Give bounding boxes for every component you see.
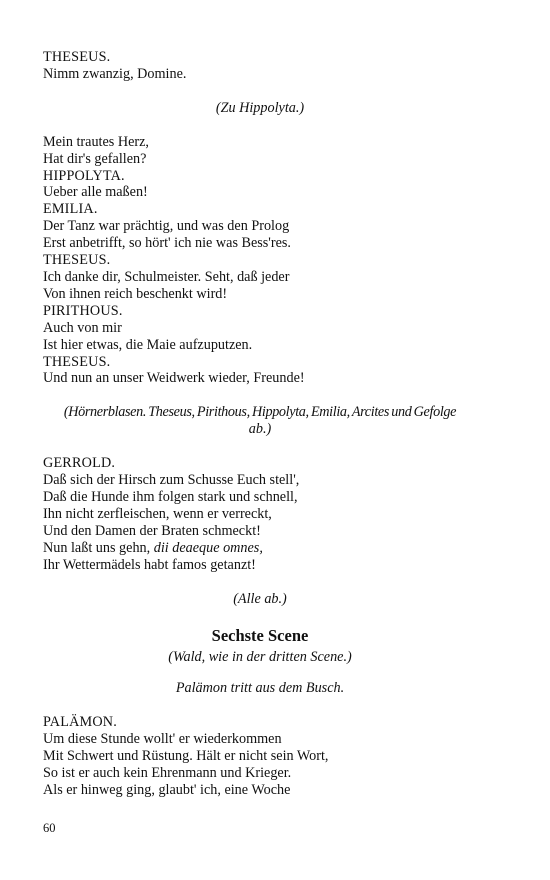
verse-line: Erst anbetrifft, so hört' ich nie was Bess'res. <box>43 235 291 252</box>
verse-line: Und nun an unser Weidwerk wieder, Freunde! <box>43 370 305 387</box>
verse-line: Ist hier etwas, die Maie aufzuputzen. <box>43 336 253 353</box>
stage-direction: (Alle ab.) <box>233 590 287 607</box>
verse-line: Ueber alle maßen! <box>43 184 148 201</box>
stage-direction-continued: ab.) <box>248 421 272 438</box>
verse-line: Nimm zwanzig, Domine. <box>43 65 187 82</box>
verse-line: Daß die Hunde ihm folgen stark und schnell, <box>43 489 298 506</box>
verse-line: Von ihnen reich beschenkt wird! <box>43 285 228 302</box>
latin-phrase: dii deaeque omnes, <box>153 539 263 556</box>
verse-line: Hat dir's gefallen? <box>43 150 147 167</box>
scene-heading: Sechste Scene <box>211 626 309 646</box>
verse-line: Um diese Stunde wollt' er wiederkommen <box>43 731 282 748</box>
scene-setting: (Wald, wie in der dritten Scene.) <box>168 649 352 666</box>
speaker-hippolyta: HIPPOLYTA. <box>43 167 125 184</box>
speaker-theseus: THESEUS. <box>43 353 111 370</box>
verse-line: Als er hinweg ging, glaubt' ich, eine Woche <box>43 781 291 798</box>
stage-direction: (Hörnerblasen. Theseus, Pirithous, Hippolyta, Emilia, Arcites und Gefolge <box>63 404 457 421</box>
page-body <box>43 49 477 799</box>
page-number: 60 <box>43 821 56 835</box>
speaker-emilia: EMILIA. <box>43 201 98 218</box>
speaker-theseus: THESEUS. <box>43 252 111 269</box>
verse-line: Mit Schwert und Rüstung. Hält er nicht sein Wort, <box>43 748 329 765</box>
verse-line: Auch von mir <box>43 319 122 336</box>
verse-line: Ihn nicht zerfleischen, wenn er verreckt, <box>43 505 272 522</box>
verse-line: Mein trautes Herz, <box>43 133 149 150</box>
speaker-theseus: THESEUS. <box>43 49 111 65</box>
verse-line: So ist er auch kein Ehrenmann und Krieger. <box>43 765 292 781</box>
speaker-palamon: PALÄMON. <box>43 714 117 731</box>
verse-line: Und den Damen der Braten schmeckt! <box>43 522 261 539</box>
verse-line: Der Tanz war prächtig, und was den Prolog <box>43 218 290 235</box>
verse-line: Daß sich der Hirsch zum Schusse Euch stell', <box>43 472 300 489</box>
verse-line <box>43 540 477 557</box>
speaker-gerrold: GERROLD. <box>43 455 116 472</box>
verse-line: Ihr Wettermädels habt famos getanzt! <box>43 556 256 573</box>
verse-line: Ich danke dir, Schulmeister. Seht, daß jeder <box>43 268 290 285</box>
stage-direction: (Zu Hippolyta.) <box>215 99 305 116</box>
speaker-pirithous: PIRITHOUS. <box>43 302 123 319</box>
stage-direction: Palämon tritt aus dem Busch. <box>175 680 345 697</box>
verse-text: Nun laßt uns gehn, <box>43 539 154 556</box>
